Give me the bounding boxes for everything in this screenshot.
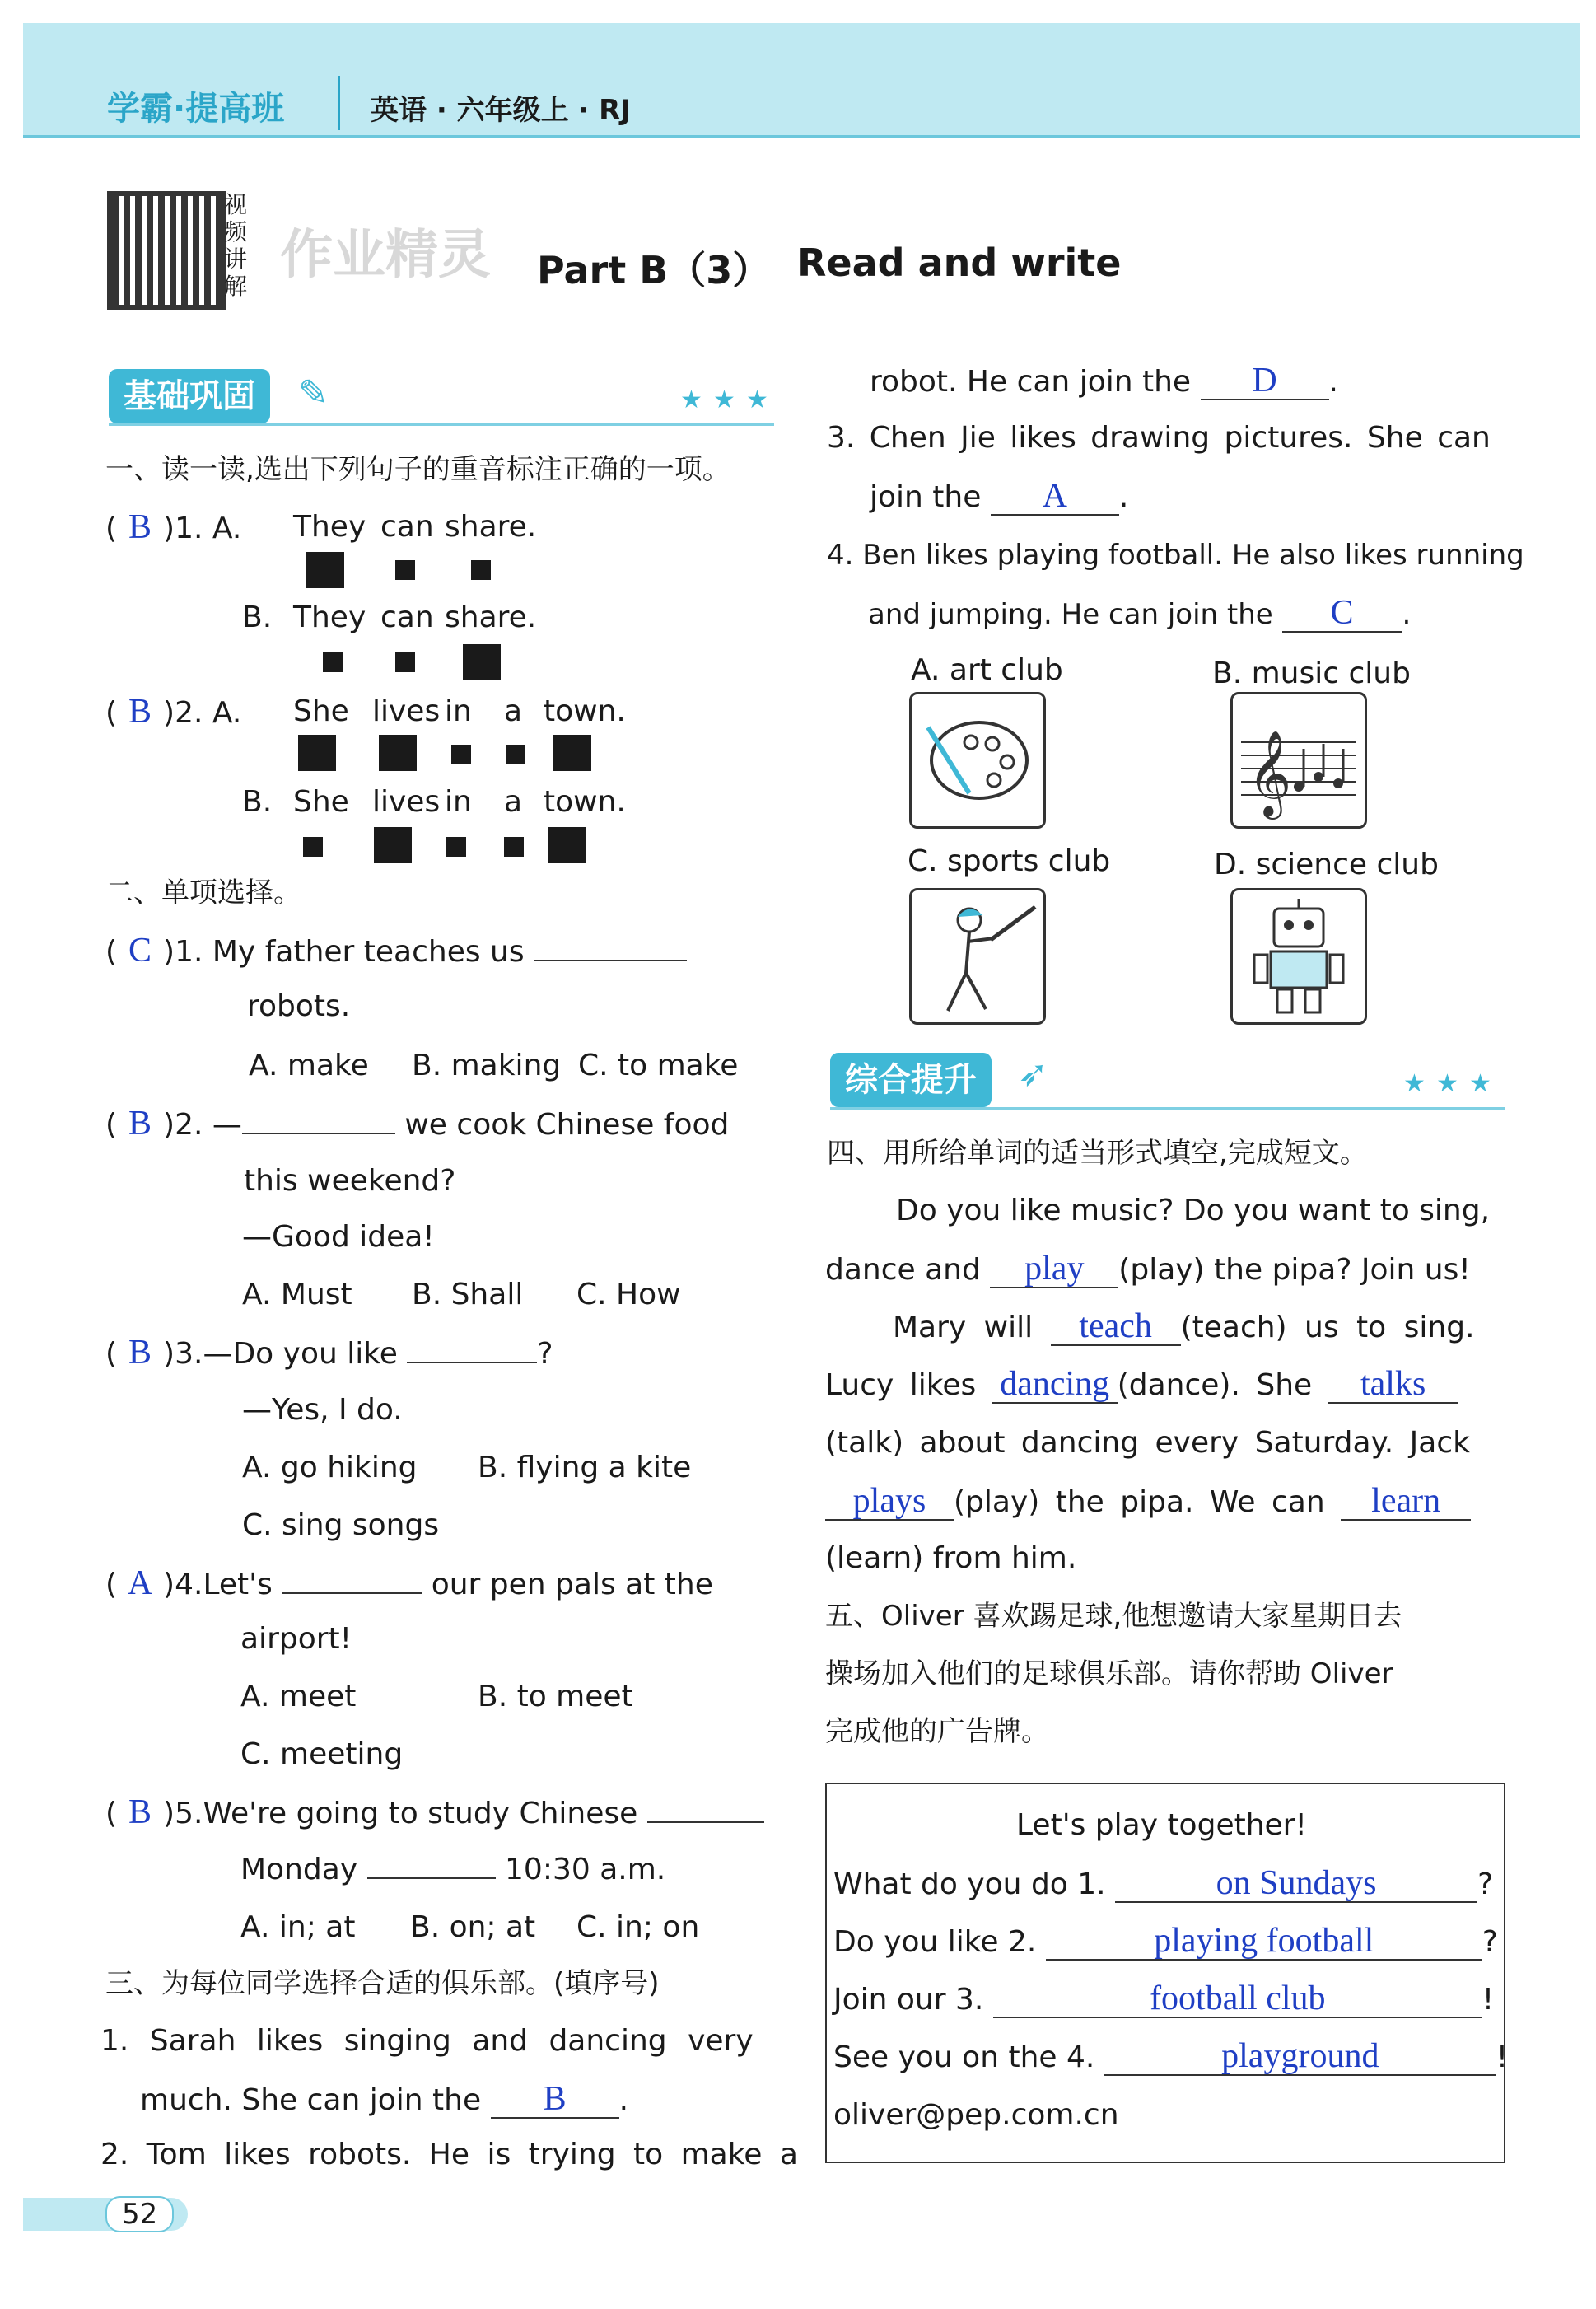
page-title-name: Read and write <box>797 241 1122 285</box>
q1-2a-w2: lives <box>372 694 441 728</box>
brand-logo: 学霸·提高班 <box>107 90 285 128</box>
stress-mark <box>553 735 591 771</box>
q1-1a-w3: share. <box>445 510 537 544</box>
mc-2-line3: —Good idea! <box>242 1220 435 1254</box>
mc-2-opt-b: B. Shall <box>412 1278 524 1311</box>
poster-title: Let's play together! <box>1016 1808 1307 1842</box>
page-number: 52 <box>105 2196 174 2232</box>
star-icon: ★ <box>713 386 735 414</box>
q3-1-line2: much. She can join the B . <box>140 2080 629 2118</box>
q4-line5: (talk) about dancing every Saturday. Jack <box>825 1426 1470 1460</box>
poster-row-1: What do you do 1. on Sundays ? <box>833 1864 1494 1902</box>
q3-3-line1: 3. Chen Jie likes drawing pictures. She can <box>827 421 1491 455</box>
q1-2b-w1: She <box>293 785 349 819</box>
qr-label: 视 频 讲 解 <box>224 191 248 300</box>
q3-2-line1: 2. Tom likes robots. He is trying to make a <box>100 2138 798 2171</box>
q4-line3: Mary will teach (teach) us to sing. <box>893 1307 1475 1345</box>
answer: B <box>128 1793 152 1831</box>
answer: A <box>991 478 1119 516</box>
stress-mark <box>395 560 415 580</box>
q5-title-2: 操场加入他们的足球俱乐部。请你帮助 Oliver <box>825 1657 1393 1690</box>
q3-4-line1: 4. Ben likes playing football. He also likes running <box>827 539 1524 572</box>
star-icon: ★ <box>1436 1069 1458 1098</box>
star-icon: ★ <box>680 386 702 414</box>
svg-text:𝄞: 𝄞 <box>1248 730 1292 816</box>
q4-line4: Lucy likes dancing (dance). She talks <box>825 1366 1458 1404</box>
q2-title: 二、单项选择。 <box>105 876 301 909</box>
q1-2b-w5: town. <box>544 785 626 819</box>
answer: teach <box>1051 1308 1181 1346</box>
answer: A <box>127 1564 153 1602</box>
page-title-part: Part B（3） <box>537 248 771 292</box>
q4-line2: dance and play (play) the pipa? Join us! <box>825 1250 1471 1288</box>
club-label-a: A. art club <box>911 653 1063 687</box>
mc-2-opt-c: C. How <box>576 1278 681 1311</box>
q4-title: 四、用所给单词的适当形式填空,完成短文。 <box>827 1137 1368 1170</box>
mc-5-line2: Monday 10:30 a.m. <box>240 1853 666 1886</box>
stress-mark <box>298 735 336 771</box>
mc-4-opt-a: A. meet <box>240 1680 357 1713</box>
stress-mark <box>395 652 415 672</box>
answer: on Sundays <box>1115 1865 1477 1903</box>
answer: D <box>1201 362 1329 400</box>
mc-1-opt-a: A. make <box>249 1049 369 1082</box>
club-label-d: D. science club <box>1214 848 1439 881</box>
mc-3-line2: —Yes, I do. <box>242 1393 403 1427</box>
q1-2b-w3: in <box>445 785 472 819</box>
stress-mark <box>548 827 586 863</box>
q1-2a-w4: a <box>504 694 523 728</box>
q1-2a-w5: town. <box>544 694 626 728</box>
answer: C <box>128 932 152 970</box>
stress-mark <box>323 652 343 672</box>
stress-mark <box>506 745 525 764</box>
section-rule <box>830 1107 1505 1110</box>
q3-1-line1: 1. Sarah likes singing and dancing very <box>100 2024 754 2058</box>
qr-code[interactable] <box>107 191 226 310</box>
q4-line7: (learn) from him. <box>825 1541 1077 1575</box>
star-icon: ★ <box>1403 1069 1426 1098</box>
answer: playground <box>1104 2038 1496 2076</box>
answer: plays <box>825 1483 954 1521</box>
stress-mark <box>379 735 417 771</box>
mc-2-line2: this weekend? <box>244 1164 456 1198</box>
q1-title: 一、读一读,选出下列句子的重音标注正确的一项。 <box>105 453 730 486</box>
answer: talks <box>1328 1366 1458 1404</box>
section-badge-basic: 基础巩固 <box>109 369 270 423</box>
q1-1b-label: B. <box>242 601 273 634</box>
answer: learn <box>1341 1483 1471 1521</box>
q1-item-2: ( B )2. A. <box>105 693 242 731</box>
mc-4-opt-b: B. to meet <box>478 1680 633 1713</box>
q1-2b-w2: lives <box>372 785 441 819</box>
section-badge-advanced: 综合提升 <box>830 1053 992 1107</box>
q1-2a-w3: in <box>445 694 472 728</box>
answer: B <box>128 1334 152 1372</box>
mc-5: ( B )5.We're going to study Chinese <box>105 1794 764 1832</box>
q3-4-line2: and jumping. He can join the C . <box>868 594 1412 632</box>
q1-1b-w2: can <box>380 601 434 634</box>
section-rule <box>109 423 774 426</box>
stress-mark <box>451 745 471 764</box>
star-icon: ★ <box>746 386 768 414</box>
q1-2b-label: B. <box>242 785 273 819</box>
mc-1-opt-b: B. making <box>412 1049 562 1082</box>
header-subject: 英语 · 六年级上 · RJ <box>371 94 632 127</box>
answer: dancing <box>992 1366 1118 1404</box>
mc-3-opt-b: B. flying a kite <box>478 1451 692 1484</box>
answer: C <box>1282 595 1402 633</box>
q1-item-1: ( B )1. A. <box>105 508 242 546</box>
mc-1-opt-c: C. to make <box>578 1049 739 1082</box>
answer: B <box>128 508 152 546</box>
answer: football club <box>993 1980 1482 2018</box>
mc-1-line2: robots. <box>247 989 351 1023</box>
q1-2b-w4: a <box>504 785 523 819</box>
poster-row-3: Join our 3. football club ! <box>833 1979 1495 2017</box>
poster-row-4: See you on the 4. playground ! <box>833 2037 1509 2075</box>
mc-5-opt-c: C. in; on <box>576 1910 700 1944</box>
q3-2-line2: robot. He can join the D . <box>870 362 1338 400</box>
stress-mark <box>374 827 412 863</box>
mc-2-opt-a: A. Must <box>242 1278 352 1311</box>
poster-email: oliver@pep.com.cn <box>833 2098 1119 2132</box>
club-label-c: C. sports club <box>908 844 1111 878</box>
q5-title-1: 五、Oliver 喜欢踢足球,他想邀请大家星期日去 <box>825 1600 1402 1633</box>
q4-line6: plays (play) the pipa. We can learn <box>825 1483 1471 1521</box>
q1-1b-w1: They <box>293 601 366 634</box>
q1-1a-w2: can <box>380 510 434 544</box>
baseball-player-icon <box>909 888 1046 1025</box>
mc-3: ( B )3.—Do you like ? <box>105 1334 553 1372</box>
mc-2: ( B )2. — we cook Chinese food <box>105 1105 730 1143</box>
q1-1b-w3: share. <box>445 601 537 634</box>
answer: playing football <box>1046 1923 1482 1961</box>
q3-3-line2: join the A . <box>870 477 1129 515</box>
q5-title-3: 完成他的广告牌。 <box>825 1715 1049 1748</box>
answer: B <box>128 693 152 731</box>
q1-2a-w1: She <box>293 694 349 728</box>
star-icon: ★ <box>1469 1069 1491 1098</box>
watermark: 作业精灵 <box>280 225 491 286</box>
mc-4-line2: airport! <box>240 1622 352 1656</box>
header-divider <box>338 76 340 130</box>
q3-title: 三、为每位同学选择合适的俱乐部。(填序号) <box>105 1967 660 2000</box>
mc-3-opt-c: C. sing songs <box>242 1508 440 1542</box>
stress-mark <box>504 837 524 857</box>
mc-4: ( A )4.Let's our pen pals at the <box>105 1564 713 1602</box>
stress-mark <box>471 560 491 580</box>
mc-1: ( C )1. My father teaches us <box>105 932 687 970</box>
stress-mark <box>306 552 344 588</box>
music-note-icon <box>1230 692 1367 829</box>
answer: B <box>128 1105 152 1143</box>
mc-5-opt-a: A. in; at <box>240 1910 356 1944</box>
mc-3-opt-a: A. go hiking <box>242 1451 418 1484</box>
rocket-icon: ➶ <box>1018 1053 1048 1095</box>
club-label-b: B. music club <box>1212 657 1411 690</box>
pencil-icon: ✎ <box>298 372 329 414</box>
mc-5-opt-b: B. on; at <box>410 1910 536 1944</box>
mc-4-opt-c: C. meeting <box>240 1737 404 1771</box>
robot-icon <box>1230 888 1367 1025</box>
stress-mark <box>303 837 323 857</box>
poster-row-2: Do you like 2. playing football ? <box>833 1922 1498 1960</box>
q1-1a-w1: They <box>293 510 366 544</box>
answer: B <box>491 2081 619 2119</box>
stress-mark <box>463 644 501 680</box>
q4-line1: Do you like music? Do you want to sing, <box>896 1194 1491 1227</box>
palette-icon <box>909 692 1046 829</box>
answer: play <box>990 1250 1118 1288</box>
stress-mark <box>446 837 466 857</box>
